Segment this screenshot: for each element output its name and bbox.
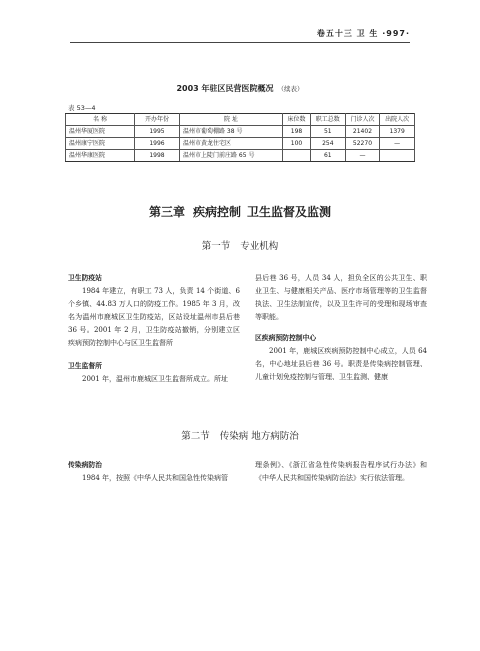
section1-left-column — [68, 268, 240, 386]
table-cell: 52270 — [345, 138, 380, 150]
table-cell: 254 — [310, 138, 345, 150]
section1-right-column — [255, 268, 427, 384]
table-cell: — — [345, 150, 380, 162]
section-number: 第二节 — [181, 431, 210, 442]
table-cell: 1995 — [135, 126, 180, 138]
table-header-cell: 开办年份 — [135, 114, 180, 126]
table-header-row — [66, 114, 415, 126]
paragraph: 县后巷 36 号，人员 34 人，担负全区的公共卫生、职业卫生、与健康相关产品、医疗市场管理等的卫生监督执法、卫生法制宣传，以及卫生许可的受理和现场审查等职能。 — [255, 274, 427, 321]
table-cell: — — [380, 138, 415, 150]
table-cell: 温州市葡萄棚路 38 号 — [180, 126, 283, 138]
section-number: 第一节 — [201, 241, 231, 252]
paragraph: 1984 年建立，有职工 73 人，负责 14 个街道、6 个乡镇、44.83 万人口的防疫工作。1985 年 3 月，改名为温州市鹿城区卫生防疫站，区站设址温州市县后巷 36 号。2001 年 2 月，卫生防疫站撤销，分别建立区疾病预防控制中心与区卫生监督所 — [68, 287, 240, 347]
paragraph: 理条例》、《浙江省急性传染病报告程序试行办法》和《中华人民共和国传染病防治法》实行依法管理。 — [255, 461, 427, 482]
table-title — [0, 83, 480, 94]
table-cell: 1996 — [135, 138, 180, 150]
table-cell: 51 — [310, 126, 345, 138]
chapter-heading — [0, 203, 480, 220]
table-header-cell: 院 址 — [180, 114, 283, 126]
table-cell: 198 — [283, 126, 311, 138]
table-header-cell: 职工总数 — [310, 114, 345, 126]
table-header-cell: 名 称 — [66, 114, 135, 126]
subheading: 传染病防治 — [68, 461, 102, 469]
paragraph: 1984 年，按照《中华人民共和国急性传染病管 — [82, 474, 229, 482]
section-heading-2 — [0, 428, 480, 442]
table-header-cell: 门诊人次 — [345, 114, 380, 126]
paragraph: 2001 年，温州市鹿城区卫生监督所成立。所址 — [82, 375, 229, 383]
table-cell: 100 — [283, 138, 311, 150]
chapter-number: 第三章 — [148, 205, 185, 219]
table-cell: 1998 — [135, 150, 180, 162]
table-cell — [380, 150, 415, 162]
table-title-text: 2003 年驻区民营医院概况 — [176, 84, 274, 93]
table-number: 表 53—4 — [68, 104, 96, 112]
hospital-table — [65, 113, 415, 162]
table-header-cell: 床位数 — [283, 114, 311, 126]
table-row — [66, 150, 415, 162]
section2-left-column — [68, 455, 240, 485]
table-cell: 温州市黄龙住宅区 — [180, 138, 283, 150]
table-cell: 21402 — [345, 126, 380, 138]
paragraph: 2001 年，鹿城区疾病预防控制中心成立，人员 64 名，中心地址县后巷 36 号。职责是传染病控制管理、儿童计划免疫控制与管理、卫生监测、健康 — [255, 347, 427, 381]
table-cell: 温州华康医院 — [66, 150, 135, 162]
table-continued-label: （续表） — [277, 85, 304, 93]
subheading: 卫生防疫站 — [68, 274, 102, 282]
table-cell: 温州市上陡门前庄路 65 号 — [180, 150, 283, 162]
subheading: 卫生监督所 — [68, 362, 102, 370]
section-title: 传染病 地方病防治 — [219, 431, 299, 442]
section-title: 专业机构 — [240, 241, 279, 252]
table-cell: 温州康宁医院 — [66, 138, 135, 150]
running-header-text: 卷五十三 卫 生 ·997· — [316, 29, 410, 38]
section-heading-1 — [0, 238, 480, 252]
table-row — [66, 126, 415, 138]
table-row — [66, 138, 415, 150]
table-cell: 61 — [310, 150, 345, 162]
chapter-title-part1: 疾病控制 — [192, 205, 241, 219]
running-header — [70, 28, 410, 43]
table-header-cell: 出院人次 — [380, 114, 415, 126]
table-cell: 1379 — [380, 126, 415, 138]
table-cell — [283, 150, 311, 162]
section2-right-column — [255, 455, 427, 485]
chapter-title-part2: 卫生监督及监测 — [247, 205, 332, 219]
subheading: 区疾病预防控制中心 — [255, 334, 317, 342]
table-cell: 温州华厦医院 — [66, 126, 135, 138]
